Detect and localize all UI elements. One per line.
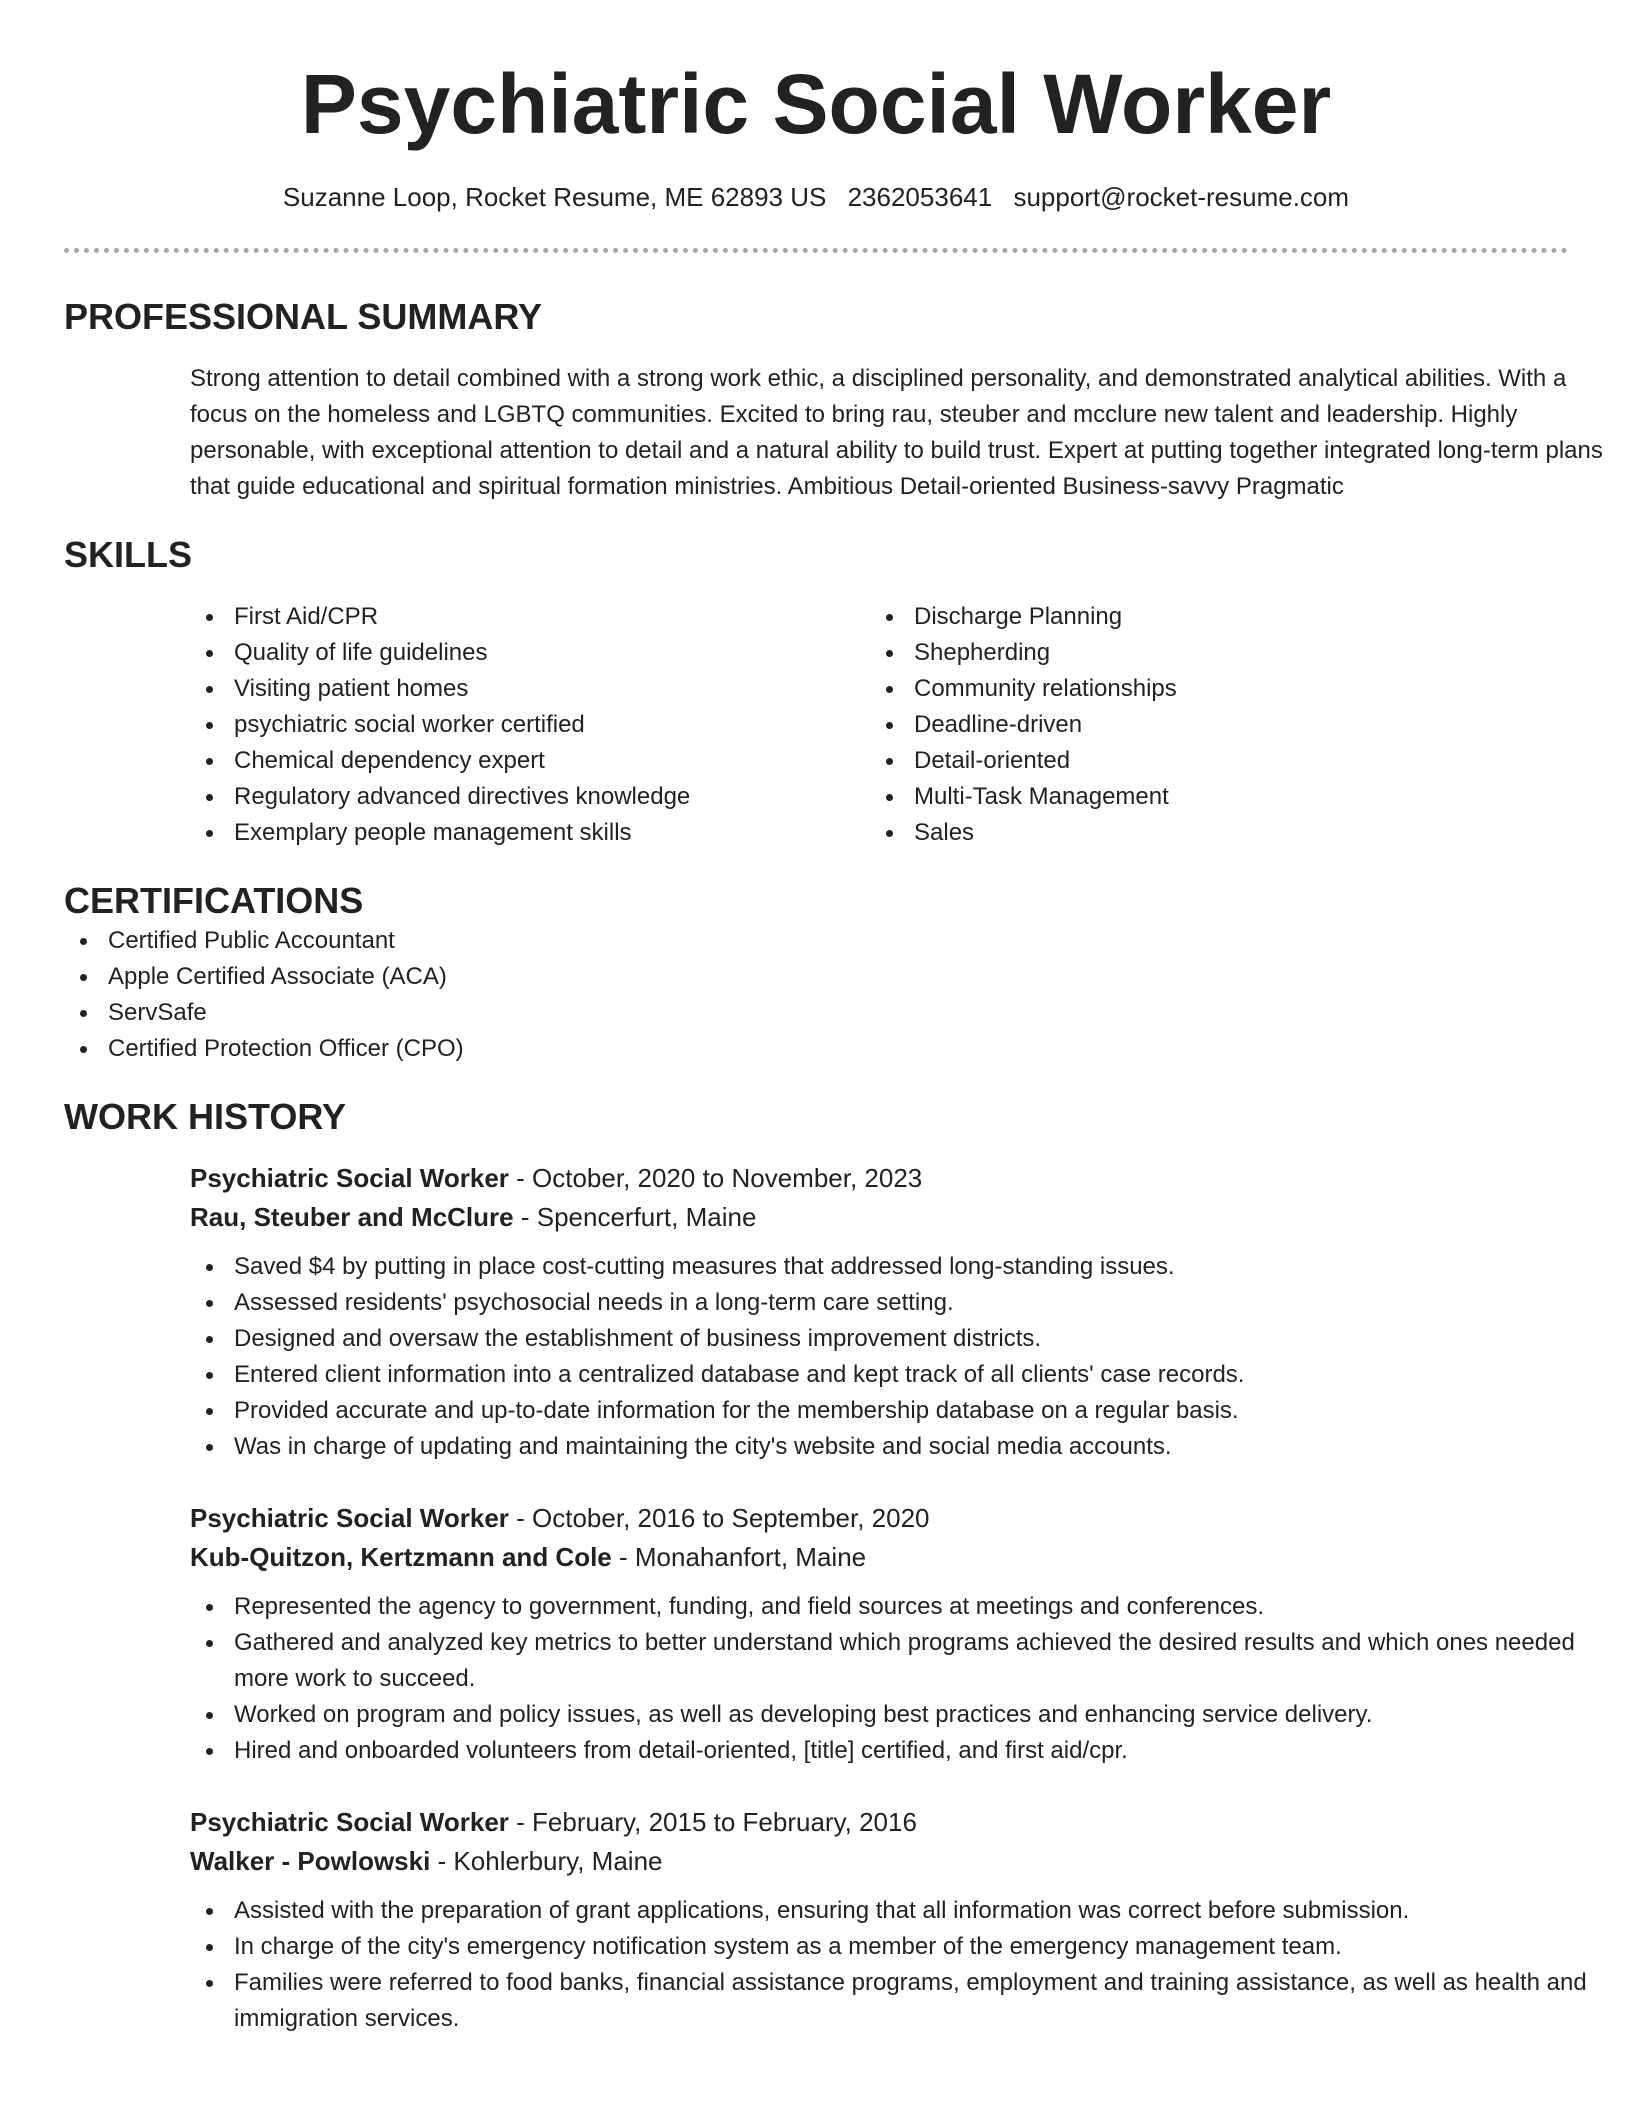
- contact-email: support@rocket-resume.com: [1013, 182, 1350, 212]
- job-title: Psychiatric Social Worker: [190, 1807, 509, 1837]
- skill-item: Multi-Task Management: [870, 779, 1550, 815]
- certification-item: Certified Public Accountant: [64, 923, 1568, 959]
- job-bullets: [190, 1893, 1630, 2037]
- job-bullet: Saved $4 by putting in place cost-cutting measures that addressed long-standing issues.: [190, 1249, 1630, 1285]
- skill-item: Sales: [870, 815, 1550, 851]
- resume-title: Psychiatric Social Worker: [300, 57, 1332, 151]
- skill-item: Exemplary people management skills: [190, 815, 870, 851]
- job-bullet: Provided accurate and up-to-date information for the membership database on a regular basis.: [190, 1393, 1630, 1429]
- job-entry: [190, 1159, 1568, 1465]
- job-company: Rau, Steuber and McClure: [190, 1202, 514, 1232]
- job-dates: - February, 2015 to February, 2016: [508, 1807, 917, 1837]
- certifications-list: [64, 923, 1568, 1067]
- header-divider: [64, 248, 1568, 253]
- job-title: Psychiatric Social Worker: [190, 1163, 509, 1193]
- skill-item: Discharge Planning: [870, 599, 1550, 635]
- contact-address: Suzanne Loop, Rocket Resume, ME 62893 US: [282, 182, 827, 212]
- job-location: - Kohlerbury, Maine: [430, 1846, 663, 1876]
- skill-item: Detail-oriented: [870, 743, 1550, 779]
- job-bullet: Assessed residents' psychosocial needs in a long-term care setting.: [190, 1285, 1630, 1321]
- skills-section: [64, 533, 1568, 851]
- job-bullet: Hired and onboarded volunteers from detail-oriented, [title] certified, and first aid/cpr.: [190, 1733, 1630, 1769]
- job-bullet: Entered client information into a centralized database and kept track of all clients' case records.: [190, 1357, 1630, 1393]
- skills-column-right: [870, 599, 1550, 851]
- skill-item: psychiatric social worker certified: [190, 707, 870, 743]
- skill-item: Deadline-driven: [870, 707, 1550, 743]
- skills-columns: [190, 599, 1568, 851]
- work-history-heading: WORK HISTORY: [64, 1096, 347, 1137]
- skills-heading: SKILLS: [64, 534, 193, 575]
- skill-item: Regulatory advanced directives knowledge: [190, 779, 870, 815]
- job-title-line: [190, 1499, 1568, 1538]
- skill-item: First Aid/CPR: [190, 599, 870, 635]
- job-location: - Monahanfort, Maine: [611, 1542, 867, 1572]
- job-bullets: [190, 1249, 1630, 1465]
- contact-line: [64, 180, 1568, 214]
- job-title-line: [190, 1159, 1568, 1198]
- certifications-section: [64, 879, 1568, 1067]
- job-bullet: Assisted with the preparation of grant applications, ensuring that all information was correct before submission.: [190, 1893, 1630, 1929]
- job-title-line: [190, 1803, 1568, 1842]
- job-location: - Spencerfurt, Maine: [513, 1202, 757, 1232]
- job-company: Kub-Quitzon, Kertzmann and Cole: [190, 1542, 612, 1572]
- certification-item: Certified Protection Officer (CPO): [64, 1031, 1568, 1067]
- job-title: Psychiatric Social Worker: [190, 1503, 509, 1533]
- summary-text: Strong attention to detail combined with a strong work ethic, a disciplined personality, and demonstrated analytical abilities. With a focus on the homeless and LGBTQ communities. Excited to bring rau, steuber and mcclure new talent and leadership. Highly personable, with exceptional attention to detail and a natural ability to build trust. Expert at putting together integrated long-term plans that guide educational and spiritual formation ministries. Ambitious Detail-oriented Business-savvy Pragmatic: [190, 365, 1603, 500]
- skill-item: Community relationships: [870, 671, 1550, 707]
- job-bullet: In charge of the city's emergency notification system as a member of the emergency management team.: [190, 1929, 1630, 1965]
- job-bullet: Designed and oversaw the establishment of business improvement districts.: [190, 1321, 1630, 1357]
- job-dates: - October, 2016 to September, 2020: [508, 1503, 930, 1533]
- job-bullet: Gathered and analyzed key metrics to better understand which programs achieved the desired results and which ones needed more work to succeed.: [190, 1625, 1630, 1697]
- summary-heading: PROFESSIONAL SUMMARY: [64, 296, 543, 337]
- job-company: Walker - Powlowski: [190, 1846, 431, 1876]
- contact-phone: 2362053641: [847, 182, 993, 212]
- job-bullets: [190, 1589, 1630, 1769]
- job-company-line: [190, 1842, 1568, 1881]
- job-entry: [190, 1499, 1575, 1769]
- skills-list-right: [870, 599, 1550, 851]
- skills-list-left: [190, 599, 870, 851]
- job-company-line: [190, 1538, 1568, 1577]
- job-bullet: Represented the agency to government, funding, and field sources at meetings and conferences.: [190, 1589, 1630, 1625]
- certifications-heading: CERTIFICATIONS: [64, 880, 364, 921]
- skill-item: Visiting patient homes: [190, 671, 870, 707]
- job-bullet: Was in charge of updating and maintaining the city's website and social media accounts.: [190, 1429, 1630, 1465]
- job-entry: [190, 1803, 1587, 2037]
- skills-column-left: [190, 599, 870, 851]
- job-bullet: Families were referred to food banks, financial assistance programs, employment and training assistance, as well as health and immigration services.: [190, 1965, 1630, 2037]
- certification-item: ServSafe: [64, 995, 1568, 1031]
- job-bullet: Worked on program and policy issues, as well as developing best practices and enhancing service delivery.: [190, 1697, 1630, 1733]
- skill-item: Quality of life guidelines: [190, 635, 870, 671]
- summary-section: [64, 295, 1603, 505]
- skill-item: Shepherding: [870, 635, 1550, 671]
- work-history-section: [64, 1095, 1587, 2037]
- skill-item: Chemical dependency expert: [190, 743, 870, 779]
- certification-item: Apple Certified Associate (ACA): [64, 959, 1568, 995]
- job-dates: - October, 2020 to November, 2023: [508, 1163, 923, 1193]
- job-company-line: [190, 1198, 1568, 1237]
